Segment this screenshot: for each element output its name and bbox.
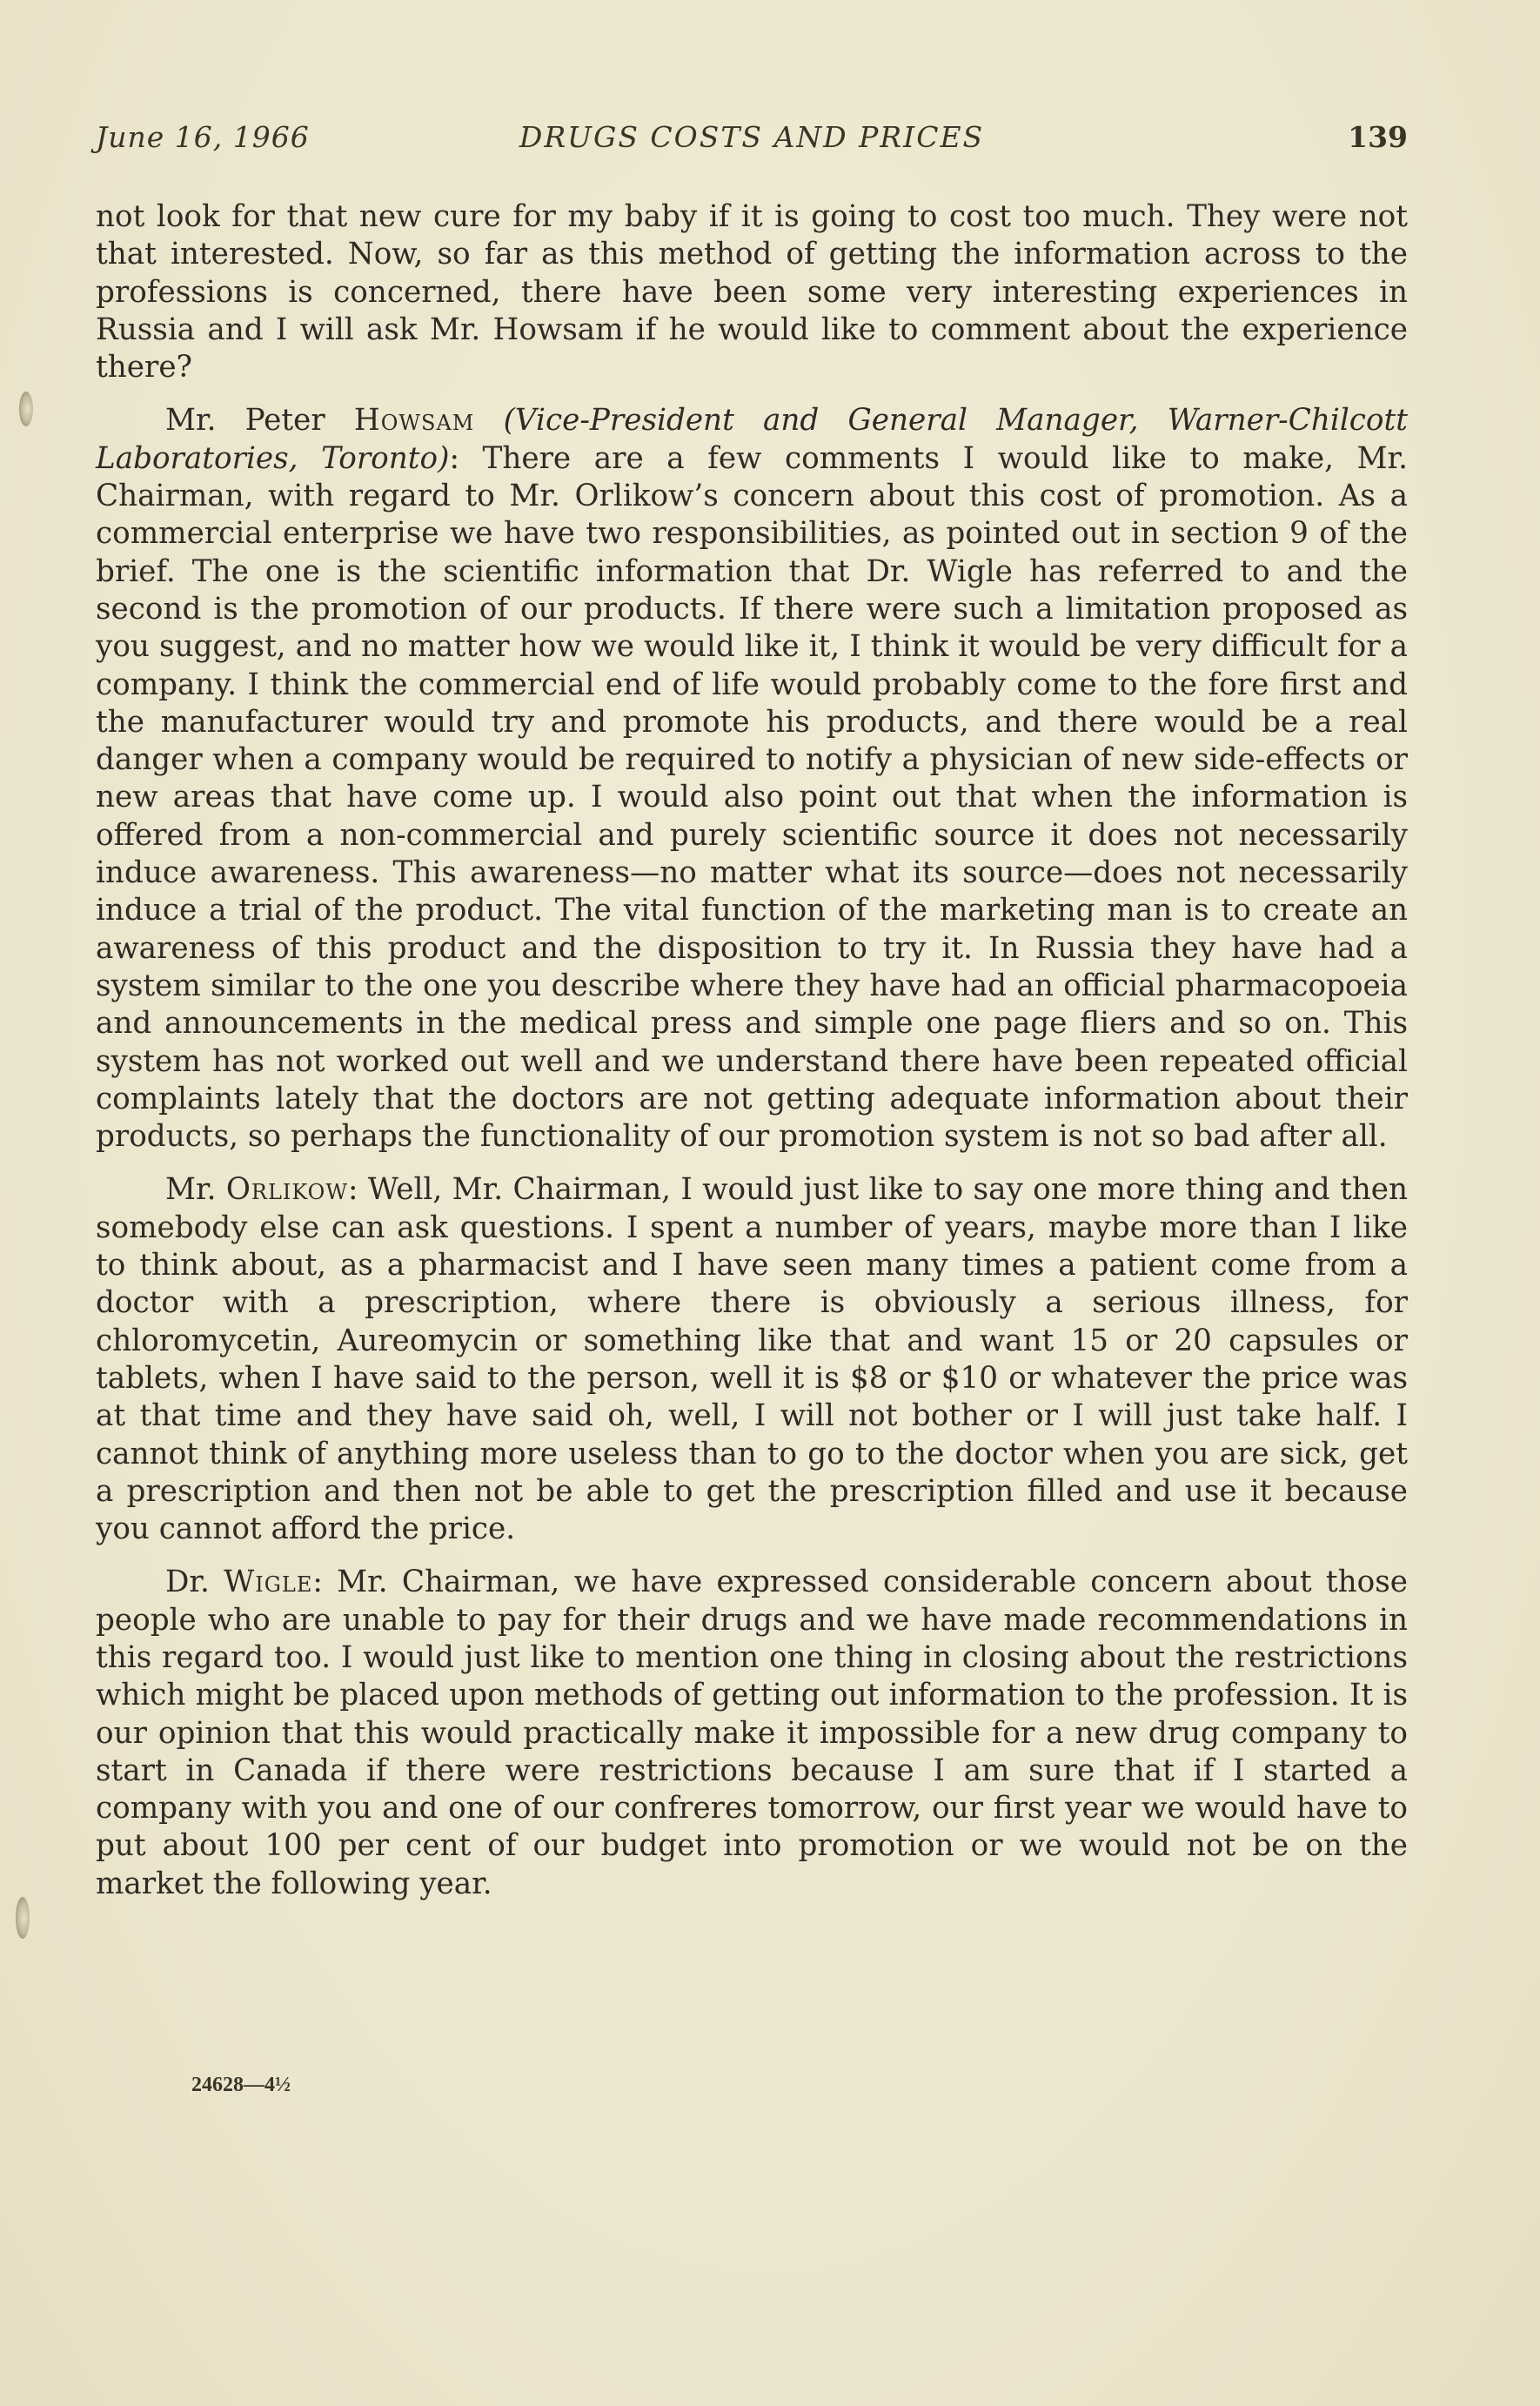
printer-code: 24628—4½: [191, 2074, 291, 2096]
speaker-name: Howsam: [353, 403, 475, 439]
paragraph-howsam: [96, 402, 1408, 1156]
speaker-prefix: Mr. Peter: [165, 403, 354, 439]
paragraph-continuation: not look for that new cure for my baby if it is going to cost too much. They were not that interested. Now, so far as this method of getting the information across to the professions is concerned, there have been some very interesting experiences in Russia and I will ask Mr. Howsam if he would like to comment about the experience there?: [96, 199, 1408, 385]
header-date: June 16, 1966: [96, 120, 310, 154]
speaker-prefix: Dr.: [165, 1565, 224, 1600]
binding-hole-mark: [19, 392, 33, 426]
speaker-role: (Vice-President and General Manager, Warner-Chilcott Laboratories, Toronto): [96, 403, 1408, 476]
paragraph-text: : Mr. Chairman, we have expressed considerable concern about those people who are unable to pay for their drugs and we have made recommendations in this regard too. I would just like to mention one thing in closing about the restrictions which might be placed upon methods of getting out information to the profession. It is our opinion that this would practically make it impossible for a new drug company to start in Canada if there were restrictions because I am sure that if I started a company with you and one of our confreres tomorrow, our first year we would have to put about 100 per cent of our budget into promotion or we would not be on the market the following year.: [96, 1565, 1408, 1901]
paragraph-text: : Well, Mr. Chairman, I would just like to say one more thing and then somebody else can ask questions. I spent a number of years, maybe more than I like to think about, as a pharmacist and I have seen many times a patient come from a doctor with a prescription, where there is obviously a serious illness, for chloromycetin, Aureomycin or something like that and want 15 or 20 capsules or tablets, when I have said to the person, well it is $8 or $10 or whatever the price was at that time and they have said oh, well, I will not bother or I will just take half. I cannot think of anything more useless than to go to the doctor when you are sick, get a prescription and then not be able to get the prescription filled and use it because you cannot afford the price.: [96, 1172, 1409, 1547]
paragraph-orlikow: [96, 1171, 1408, 1548]
paragraph-wigle: [96, 1564, 1408, 1903]
speaker-name: Wigle: [224, 1565, 313, 1600]
running-header: [96, 120, 1408, 164]
speaker-name: Orlikow: [225, 1172, 349, 1208]
page-number: 139: [1348, 120, 1408, 154]
body-text: [96, 198, 1408, 1919]
paragraph-text: : There are a few comments I would like to make, Mr. Chairman, with regard to Mr. Orlikow’s concern about this cost of promotion. As a commercial enterprise we have two responsibilities, as pointed out in section 9 of the brief. The one is the scientific information that Dr. Wigle has referred to and the second is the promotion of our products. If there were such a limitation proposed as you suggest, and no matter how we would like it, I think it would be very difficult for a company. I think the commercial end of life would probably come to the fore first and the manufacturer would try and promote his products, and there would be a real danger when a company would be required to notify a physician of new side-effects or new areas that have come up. I would also point out that when the information is offered from a non-commercial and purely scientific source it does not necessarily induce awareness. This awareness—no matter what its source—does not necessarily induce a trial of the product. The vital function of the marketing man is to create an awareness of this product and the disposition to try it. In Russia they have had a system similar to the one you describe where they have had an official pharmacopoeia and announcements in the medical press and simple one page fliers and so on. This system has not worked out well and we understand there have been repeated official complaints lately that the doctors are not getting adequate information about their products, so perhaps the functionality of our promotion system is not so bad after all.: [96, 440, 1408, 1155]
header-title: DRUGS COSTS AND PRICES: [519, 120, 985, 154]
speaker-prefix: Mr.: [165, 1172, 226, 1208]
binding-hole-mark: [16, 1897, 30, 1939]
